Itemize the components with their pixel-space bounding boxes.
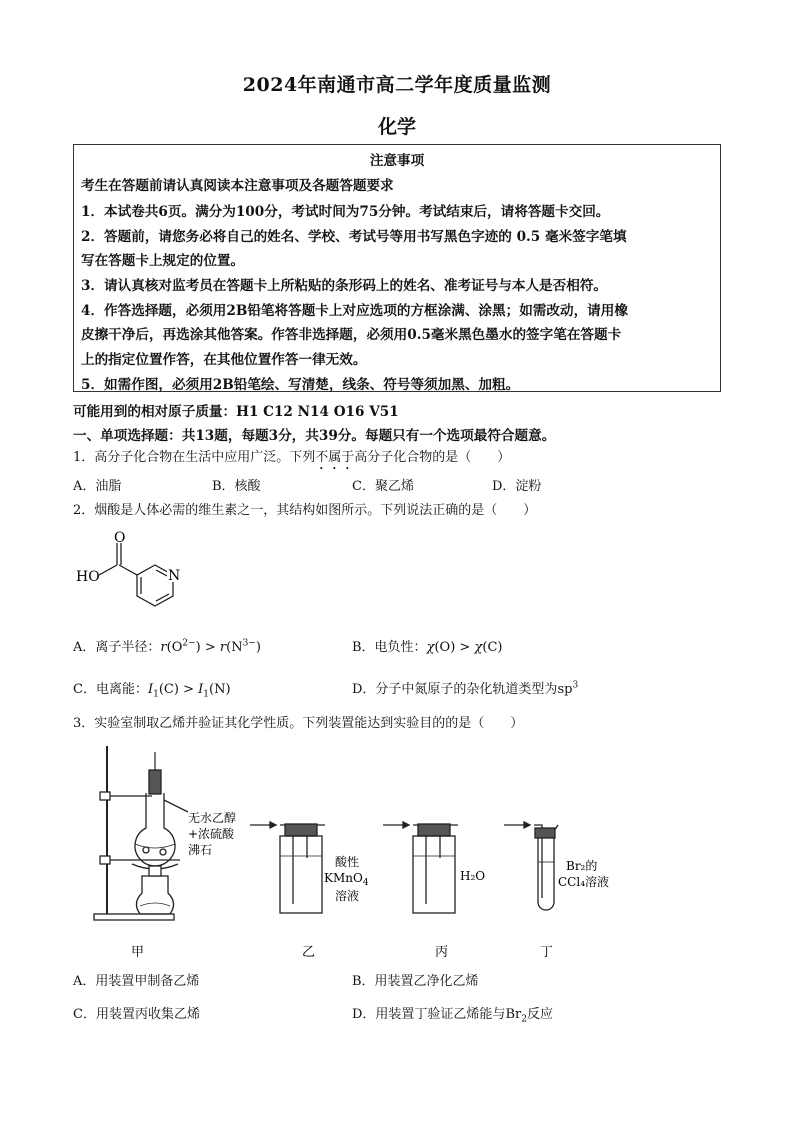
q2-c-el1: C	[163, 682, 174, 697]
apparatus-bing	[383, 822, 458, 913]
q3-option-d	[352, 1003, 553, 1025]
q2-c-i2: I	[198, 682, 204, 697]
exam-title: 2024年南通市高二学年度质量监测	[242, 74, 552, 96]
q2-a-charge1: 2−	[182, 638, 196, 649]
q2-d-sp: sp	[557, 682, 573, 697]
q3-d-suffix: 反应	[526, 1007, 553, 1022]
q2-c-sub1: 1	[153, 689, 159, 700]
q2-b-chi2: χ	[474, 640, 483, 655]
q1-option-a: A．油脂	[73, 479, 122, 494]
q1-stem-a: 1．高分子化合物在生活中应用广泛。下列	[73, 450, 316, 465]
notice-box	[73, 144, 721, 392]
q2-a-ion1: O	[171, 640, 183, 655]
q3-d-prefix: D．用装置丁验证乙烯能与	[352, 1007, 506, 1022]
structure-bonds	[99, 543, 173, 606]
ding-label-br2: Br₂的	[566, 859, 598, 873]
q3-apparatus-figure	[80, 738, 640, 960]
yi-label-acidic: 酸性	[335, 855, 360, 869]
question-2-stem: 2．烟酸是人体必需的维生素之一，其结构如图所示。下列说法正确的是（ ）	[73, 503, 537, 518]
caption-bing: 丙	[435, 945, 449, 960]
nitrogen-label: N	[168, 568, 181, 584]
q3-d-sub: 2	[521, 1014, 527, 1025]
nicotinic-acid-structure	[70, 530, 200, 614]
section-heading: 一、单项选择题：共13题，每题3分，共39分。每题只有一个选项最符合题意。	[73, 428, 556, 444]
q2-a-gt: >	[204, 640, 216, 655]
notice-line-4: 3．请认真核对监考员在答题卡上所粘贴的条形码上的姓名、准考证号与本人是否相符。	[81, 278, 608, 294]
notice-line-8: 5．如需作图，必须用2B铅笔绘、写清楚，线条、符号等须加黑、加粗。	[81, 377, 520, 393]
yi-label-solution: 溶液	[335, 889, 360, 903]
q1-option-c: C．聚乙烯	[352, 479, 414, 494]
q2-b-el1: O	[439, 640, 451, 655]
q2-a-prefix: A．离子半径：	[73, 640, 161, 655]
notice-line-7: 上的指定位置作答，在其他位置作答一律无效。	[81, 352, 367, 368]
bing-label-water: H₂O	[460, 869, 486, 883]
caption-jia: 甲	[131, 945, 145, 960]
notice-line-3: 写在答题卡上规定的位置。	[81, 253, 245, 269]
jia-label-acid: +浓硫酸	[188, 827, 235, 841]
q1-option-d: D．淀粉	[492, 479, 542, 494]
atomic-masses: 可能用到的相对原子质量：H1 C12 N14 O16 V51	[73, 404, 399, 420]
q2-option-b: B．电负性：χ(O) > χ(C)	[352, 640, 503, 655]
ding-label-ccl4: CCl₄溶液	[558, 875, 610, 889]
oxygen-label: O	[114, 530, 126, 546]
q2-a-r1: r	[160, 640, 167, 655]
caption-ding: 丁	[540, 945, 554, 960]
notice-line-2: 2．答题前，请您务必将自己的姓名、学校、考试号等用书写黑色字迹的 0.5 毫米签字笔填	[81, 229, 627, 245]
q2-a-r2: r	[219, 640, 227, 655]
q3-d-br: Br	[505, 1007, 522, 1022]
apparatus-jia	[94, 746, 188, 920]
q2-option-a: A．离子半径：$r(O^{2-}) > r(N^{3-})$	[73, 638, 261, 655]
q2-option-c: C．电离能：$I_1(C) > I_1(N)$	[73, 682, 231, 700]
q2-c-el2: N	[214, 682, 226, 697]
q3-option-c: C．用装置丙收集乙烯	[73, 1007, 200, 1022]
q2-a-charge2: 3−	[242, 638, 256, 649]
q3-option-b: B．用装置乙净化乙烯	[352, 974, 479, 989]
q1-stem-b: 高分子化合物的是（ ）	[354, 450, 511, 465]
notice-line-1: 1．本试卷共6页。满分为100分，考试时间为75分钟。考试结束后，请将答题卡交回。	[81, 204, 610, 220]
exam-subject: 化学	[377, 116, 416, 138]
jia-label-zeolite: 沸石	[188, 843, 213, 857]
q2-c-prefix: C．电离能：	[73, 682, 148, 697]
q2-c-gt: >	[183, 682, 194, 697]
q1-stem-emphasis: 不属于	[315, 450, 355, 465]
notice-intro: 考生在答题前请认真阅读本注意事项及各题答题要求	[81, 178, 394, 194]
q2-a-ion2: N	[231, 640, 243, 655]
apparatus-ding	[504, 822, 558, 910]
q3-option-a: A．用装置甲制备乙烯	[73, 974, 200, 989]
hydroxyl-label: HO	[76, 569, 100, 585]
q2-d-prefix: D．分子中氮原子的杂化轨道类型为	[352, 682, 558, 697]
caption-yi: 乙	[302, 945, 316, 960]
q2-d-exp: 3	[572, 680, 579, 691]
question-3-stem: 3．实验室制取乙烯并验证其化学性质。下列装置能达到实验目的的是（ ）	[73, 716, 524, 731]
notice-line-6: 皮擦干净后，再选涂其他答案。作答非选择题，必须用0.5毫米黑色墨水的签字笔在答题卡	[81, 327, 622, 343]
q1-option-b: B．核酸	[212, 479, 261, 494]
q2-b-el2: C	[487, 640, 498, 655]
q2-b-gt: >	[459, 640, 471, 655]
q2-option-d	[352, 678, 578, 697]
notice-heading: 注意事项	[369, 153, 425, 169]
question-1-stem	[73, 446, 510, 473]
jia-label-ethanol: 无水乙醇	[188, 811, 237, 825]
q2-b-prefix: B．电负性：	[352, 640, 427, 655]
yi-label-kmno4: KMnO$_4$	[324, 871, 369, 888]
q2-b-chi1: χ	[426, 640, 435, 655]
apparatus-yi	[250, 822, 325, 913]
notice-line-5: 4．作答选择题，必须用2B铅笔将答题卡上对应选项的方框涂满、涂黑；如需改动，请用橡	[81, 303, 628, 319]
q2-c-i1: I	[147, 682, 154, 697]
q2-c-sub2: 1	[203, 689, 209, 700]
